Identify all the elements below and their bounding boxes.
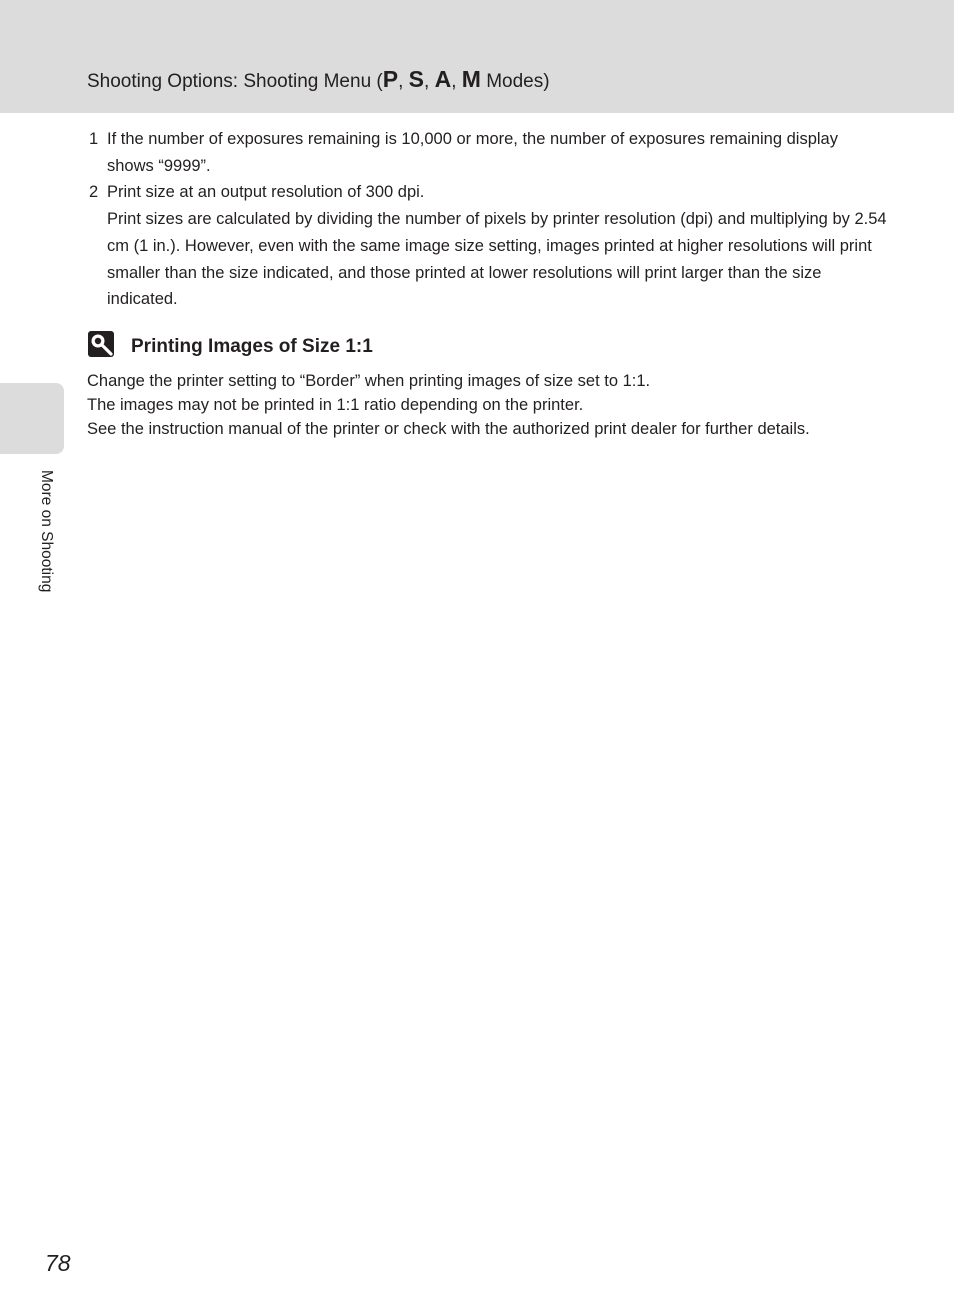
mode-separator: , xyxy=(451,71,462,92)
body-line: See the instruction manual of the printer or check with the authorized print dealer for further details. xyxy=(87,419,810,438)
mode-a-icon: A xyxy=(434,66,452,92)
footnotes xyxy=(87,126,887,313)
section-title: Printing Images of Size 1:1 xyxy=(131,336,373,357)
header-band xyxy=(0,0,954,113)
footnote-number: 2 xyxy=(89,183,99,202)
mode-separator: , xyxy=(398,71,409,92)
footnote-text: Print size at an output resolution of 300 dpi. xyxy=(107,183,425,202)
mode-m-icon: M xyxy=(461,66,481,92)
side-tab xyxy=(0,383,64,454)
footnote-text: If the number of exposures remaining is 10,000 or more, the number of exposures remaining display shows “9999”. xyxy=(107,130,838,175)
page-header-title xyxy=(87,66,550,93)
footnote-2 xyxy=(87,179,887,313)
body-line: Change the printer setting to “Border” when printing images of size set to 1:1. xyxy=(87,372,651,390)
mode-s-icon: S xyxy=(408,66,424,92)
mode-separator: , xyxy=(424,71,435,92)
body-line: The images may not be printed in 1:1 ratio depending on the printer. xyxy=(87,395,584,414)
mode-p-icon: P xyxy=(382,66,399,92)
page-number: 78 xyxy=(45,1250,71,1276)
header-title-prefix: Shooting Options: Shooting Menu ( xyxy=(87,71,383,92)
footnote-number: 1 xyxy=(89,130,99,148)
footnote-text: Print sizes are calculated by dividing the number of pixels by printer resolution (dpi) and multiplying by 2.54 cm (1 in.). However, even with the same image size setting, images printed at higher resolutions will print smaller than the size indicated, and those printed at lower resolutions will print larger than the size indicated. xyxy=(107,210,887,309)
header-title-suffix: Modes) xyxy=(480,71,550,92)
hint-magnifier-icon xyxy=(87,330,117,360)
section-body xyxy=(87,370,907,441)
side-tab-label: More on Shooting xyxy=(38,470,55,593)
footnote-1 xyxy=(87,126,887,179)
